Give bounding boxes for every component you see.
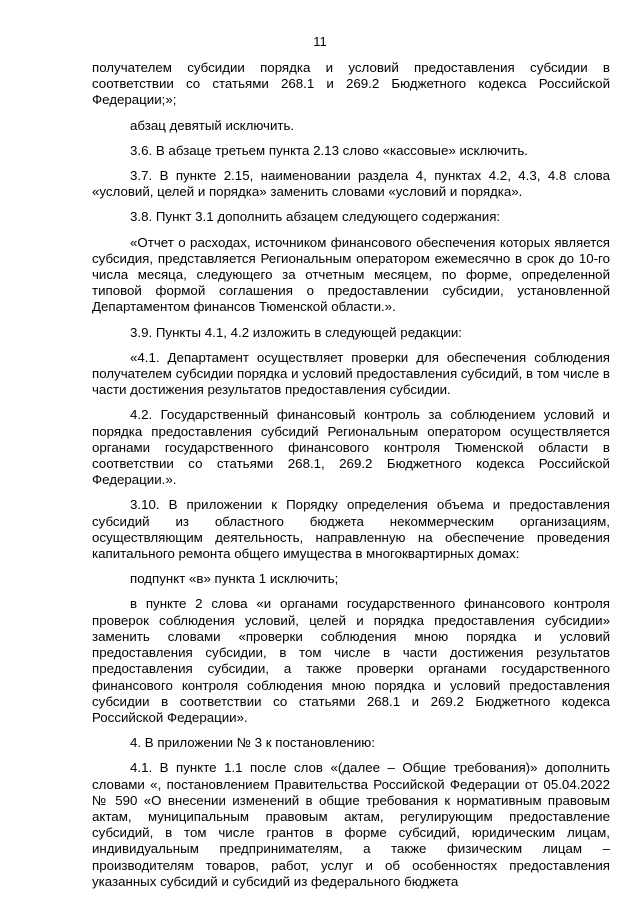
- paragraph-continuation: получателем субсидии порядка и условий предоставления субсидии в соответствии со статьями 268.1 и 269.2 Бюджетного кодекса Российской Федерации;»;: [92, 60, 610, 108]
- paragraph: «Отчет о расходах, источником финансового обеспечения которых является субсидия, представляется Региональным оператором ежемесячно в срок до 10-го числа месяца, следующего за отчетным месяцем, по форме, определенной типовой формой соглашения о предоставлении субсидии, установленной Департаментом финансов Тюменской области.».: [92, 234, 610, 315]
- paragraph: 3.7. В пункте 2.15, наименовании раздела 4, пунктах 4.2, 4.3, 4.8 слова «условий, целей и порядка» заменить словами «условий и порядка».: [92, 168, 610, 200]
- paragraph: 3.6. В абзаце третьем пункта 2.13 слово «кассовые» исключить.: [130, 142, 529, 158]
- document-body: [92, 60, 610, 899]
- paragraph: 4. В приложении № 3 к постановлению:: [130, 735, 375, 751]
- paragraph: 3.9. Пункты 4.1, 4.2 изложить в следующей редакции:: [130, 324, 462, 340]
- paragraph: «4.1. Департамент осуществляет проверки для обеспечения соблюдения получателем субсидии порядка и условий предоставления субсидий, в том числе в части достижения результатов предоставления субсидии.: [92, 349, 610, 398]
- paragraph: 3.8. Пункт 3.1 дополнить абзацем следующего содержания:: [130, 209, 501, 225]
- paragraph: абзац девятый исключить.: [130, 117, 295, 133]
- paragraph: 4.2. Государственный финансовый контроль за соблюдением условий и порядка предоставления субсидий Региональным оператором осуществляется органами государственного финансового контроля Тюменской области в соответствии со статьями 268.1, 269.2 Бюджетного кодекса Российской Федерации.».: [92, 407, 610, 488]
- paragraph: в пункте 2 слова «и органами государственного финансового контроля проверок соблюдения условий, целей и порядка предоставления субсидии» заменить словами «проверки соблюдения мною порядка и условий предоставления субсидии, в том числе в части достижения результатов предоставления субсидии, а также проверки органами государственного финансового контроля соблюдения мною порядка и условий предоставления субсидии в соответствии со статьями 268.1 и 269.2 Бюджетного кодекса Российской Федерации».: [92, 596, 610, 725]
- page-number: 11: [313, 34, 327, 49]
- paragraph: 4.1. В пункте 1.1 после слов «(далее – Общие требования)» дополнить словами «, постановлением Правительства Российской Федерации от 05.04.2022 № 590 «О внесении изменений в общие требования к нормативным правовым актам, муниципальным правовым актам, регулирующим предоставление субсидий, в том числе грантов в форме субсидий, юридическим лицам, индивидуальным предпринимателям, а также физическим лицам – производителям товаров, работ, услуг и об особенностях предоставления указанных субсидий и субсидий из федерального бюджета: [92, 760, 610, 889]
- paragraph: подпункт «в» пункта 1 исключить;: [130, 571, 339, 587]
- paragraph: 3.10. В приложении к Порядку определения объема и предоставления субсидий из областного бюджета некоммерческим организациям, осуществляющим деятельность, направленную на обеспечение проведения капитального ремонта общего имущества в многоквартирных домах:: [92, 497, 610, 562]
